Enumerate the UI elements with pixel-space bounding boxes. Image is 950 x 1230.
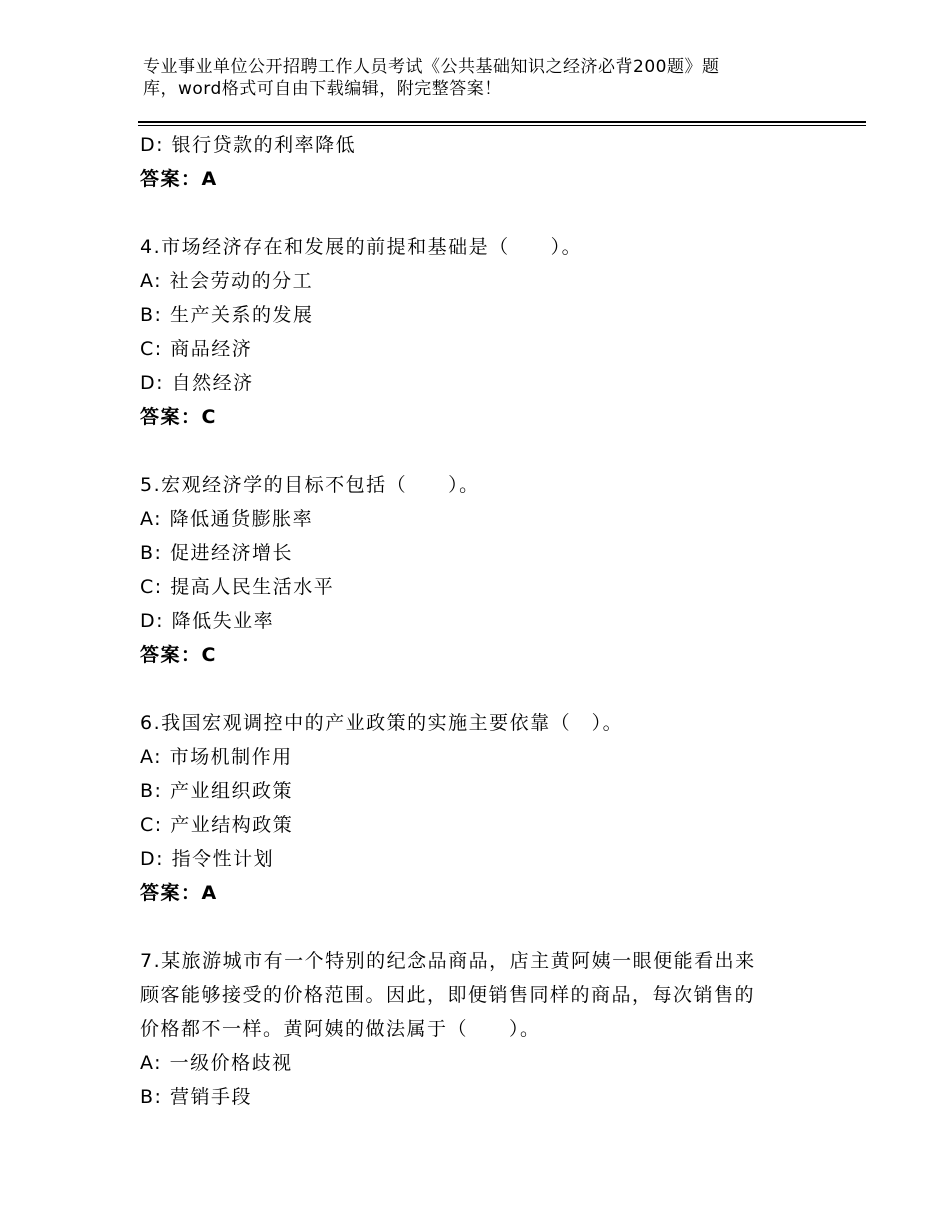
option-b: B: 产业组织政策	[140, 780, 293, 802]
option-a: A: 降低通货膨胀率	[140, 508, 314, 530]
question-stem-line-2: 顾客能够接受的价格范围。因此，即便销售同样的商品，每次销售的	[140, 984, 756, 1006]
question-stem: 6.我国宏观调控中的产业政策的实施主要依靠（ ）。	[140, 712, 624, 734]
header-line-1: 专业事业单位公开招聘工作人员考试《公共基础知识之经济必背200题》题	[143, 57, 720, 77]
spacer	[140, 910, 810, 944]
question-4	[140, 230, 810, 434]
question-stem-line-1: 7.某旅游城市有一个特别的纪念品商品，店主黄阿姨一眼便能看出来	[140, 950, 756, 972]
option-a: A: 市场机制作用	[140, 746, 293, 768]
question-7	[140, 944, 810, 1114]
question-3-tail	[140, 128, 810, 196]
option-d: D: 指令性计划	[140, 848, 275, 870]
question-stem-line-3: 价格都不一样。黄阿姨的做法属于（ ）。	[140, 1018, 541, 1040]
option-b: B: 促进经济增长	[140, 542, 293, 564]
question-5	[140, 468, 810, 672]
option-d: D: 自然经济	[140, 372, 254, 394]
page-header	[143, 56, 783, 100]
option-c: C: 产业结构政策	[140, 814, 294, 836]
answer: 答案：C	[140, 644, 217, 666]
header-line-2: 库，word格式可自由下载编辑，附完整答案！	[143, 79, 502, 99]
option-d: D: 银行贷款的利率降低	[140, 134, 357, 156]
header-rule-thin	[138, 125, 866, 126]
question-stem: 4.市场经济存在和发展的前提和基础是（ ）。	[140, 236, 583, 258]
document-body	[140, 128, 810, 1114]
header-rule-thick	[138, 121, 866, 123]
option-c: C: 提高人民生活水平	[140, 576, 335, 598]
answer: 答案：A	[140, 882, 218, 904]
option-d: D: 降低失业率	[140, 610, 275, 632]
option-b: B: 营销手段	[140, 1086, 252, 1108]
spacer	[140, 434, 810, 468]
answer: 答案：C	[140, 406, 217, 428]
option-c: C: 商品经济	[140, 338, 253, 360]
option-b: B: 生产关系的发展	[140, 304, 314, 326]
question-stem: 5.宏观经济学的目标不包括（ ）。	[140, 474, 480, 496]
spacer	[140, 672, 810, 706]
option-a: A: 一级价格歧视	[140, 1052, 293, 1074]
question-6	[140, 706, 810, 910]
spacer	[140, 196, 810, 230]
answer: 答案：A	[140, 168, 218, 190]
option-a: A: 社会劳动的分工	[140, 270, 314, 292]
